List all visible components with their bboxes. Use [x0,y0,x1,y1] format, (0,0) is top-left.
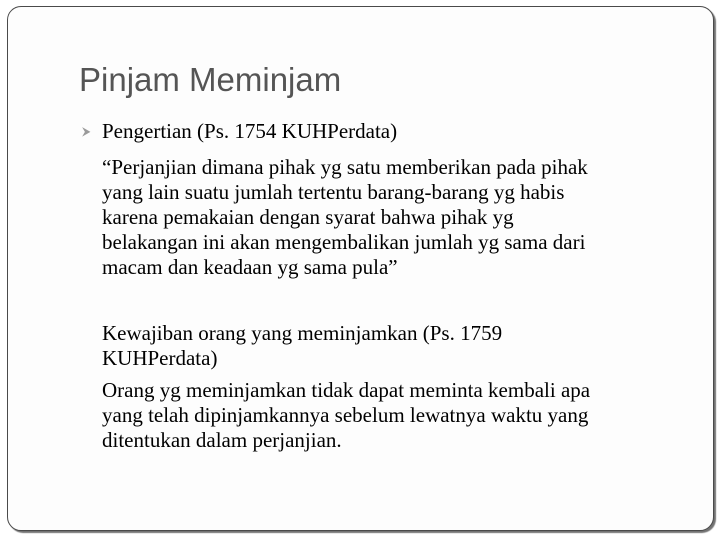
obligation-heading-line: Kewajiban orang yang meminjamkan (Ps. 1759 [102,321,503,345]
obligation-heading-line: KUHPerdata) [102,346,218,370]
obligation-text-line: yang telah dipinjamkannya sebelum lewatnya waktu yang [102,403,589,427]
definition-line: karena pemakaian dengan syarat bahwa pihak yg [102,205,514,229]
definition-line: belakangan ini akan mengembalikan jumlah yg sama dari [102,230,586,254]
bullet-item [82,118,397,144]
bullet-text: Pengertian (Ps. 1754 KUHPerdata) [102,119,398,143]
obligation-text-line: ditentukan dalam perjanjian. [102,428,342,452]
slide-title: Pinjam Meminjam [79,61,342,98]
bullet-arrow-icon: ⮞ [82,124,91,138]
obligation-text-line: Orang yg meminjamkan tidak dapat meminta kembali apa [102,378,591,402]
definition-line: “Perjanjian dimana pihak yg satu memberikan pada pihak [102,155,588,179]
obligation-heading [102,321,692,371]
definition-line: macam dan keadaan yg sama pula” [102,255,398,279]
obligation-text [102,378,692,453]
definition-quote [102,155,692,280]
definition-line: yang lain suatu jumlah tertentu barang-barang yg habis [102,180,565,204]
